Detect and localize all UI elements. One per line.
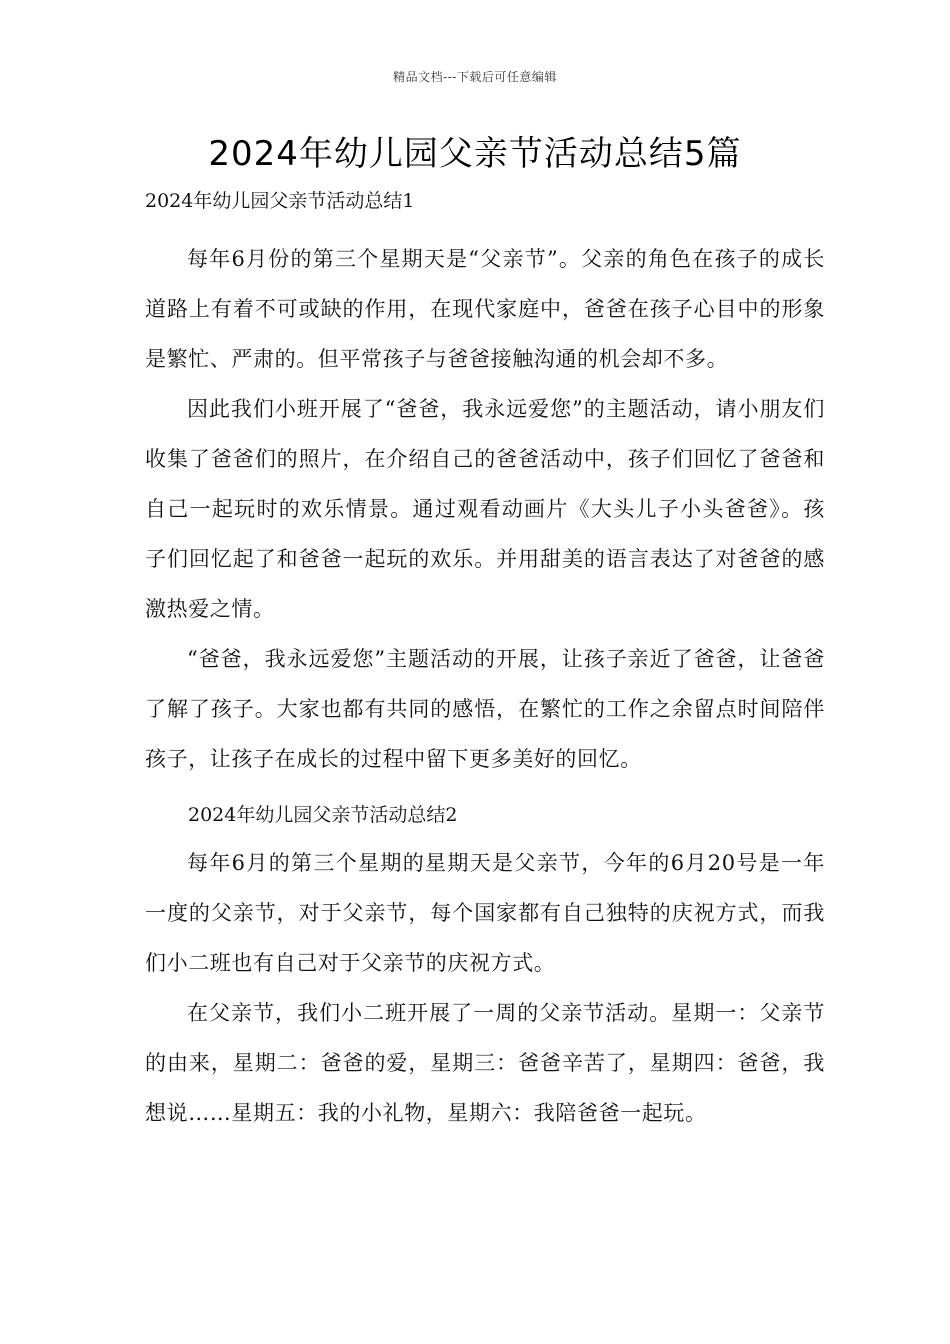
paragraph: 在父亲节，我们小二班开展了一周的父亲节活动。星期一：父亲节的由来，星期二：爸爸的爱，星期三：爸爸辛苦了，星期四：爸爸，我想说……星期五：我的小礼物，星期六：我陪爸爸一起玩。 [145, 1001, 825, 1125]
paragraph: 每年6月的第三个星期的星期天是父亲节，今年的6月20号是一年一度的父亲节，对于父亲节，每个国家都有自己独特的庆祝方式，而我们小二班也有自己对于父亲节的庆祝方式。 [145, 851, 825, 975]
document-body [145, 184, 825, 1138]
document-title: 2024年幼儿园父亲节活动总结5篇 [208, 134, 742, 174]
paragraph: 每年6月份的第三个星期天是“父亲节”。父亲的角色在孩子的成长道路上有着不可或缺的作用，在现代家庭中，爸爸在孩子心目中的形象是繁忙、严肃的。但平常孩子与爸爸接触沟通的机会却不多。 [145, 247, 825, 371]
header-note: 精品文档---下载后可任意编辑 [393, 70, 557, 84]
paragraph: 因此我们小班开展了“爸爸，我永远爱您”的主题活动，请小朋友们收集了爸爸们的照片，在介绍自己的爸爸活动中，孩子们回忆了爸爸和自己一起玩时的欢乐情景。通过观看动画片《大头儿子小头爸爸》。孩子们回忆起了和爸爸一起玩的欢乐。并用甜美的语言表达了对爸爸的感激热爱之情。 [145, 397, 825, 621]
section-heading: 2024年幼儿园父亲节活动总结1 [145, 190, 415, 212]
section-heading: 2024年幼儿园父亲节活动总结2 [188, 804, 458, 826]
paragraph: “爸爸，我永远爱您”主题活动的开展，让孩子亲近了爸爸，让爸爸了解了孩子。大家也都有共同的感悟，在繁忙的工作之余留点时间陪伴孩子，让孩子在成长的过程中留下更多美好的回忆。 [145, 647, 825, 771]
